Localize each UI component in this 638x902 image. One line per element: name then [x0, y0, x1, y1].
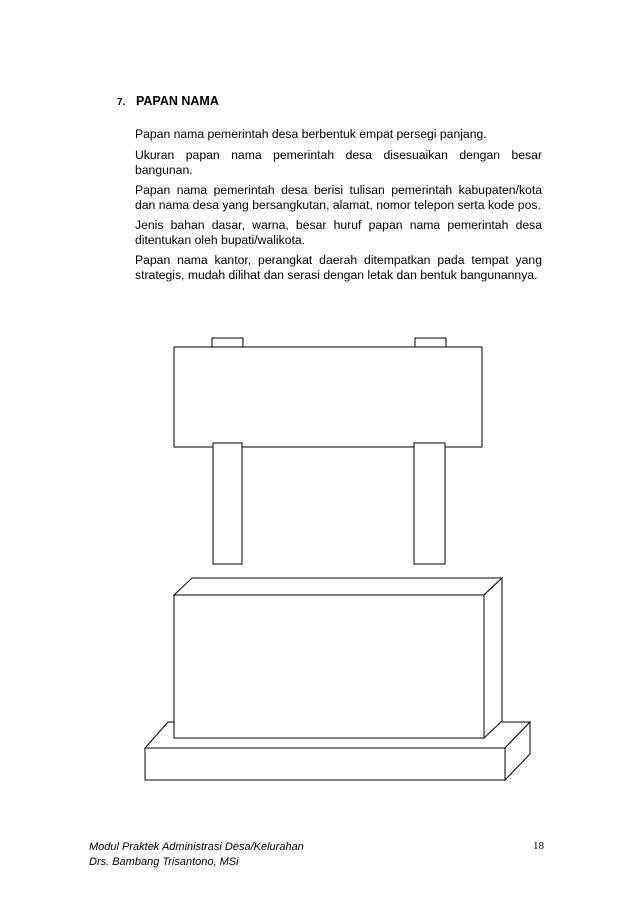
- section-number: 7.: [117, 97, 126, 108]
- base-front-face: [145, 748, 505, 780]
- paragraph-placement: Papan nama kantor, perangkat daerah ditempatkan pada tempat yang strategis, mudah dilihat dan serasi dengan letak dan bentuk bangunannya.: [135, 253, 542, 282]
- paragraph-content: Papan nama pemerintah desa berisi tulisan pemerintah kabupaten/kota dan nama desa yang bersangkutan, alamat, nomor telepon serta kode pos.: [135, 183, 542, 212]
- post-right: [414, 443, 445, 564]
- block-side-face: [484, 578, 502, 738]
- block-front-face: [174, 595, 484, 738]
- paragraph-material: Jenis bahan dasar, warna, besar huruf papan nama pemerintah desa ditentukan oleh bupati/walikota.: [135, 218, 542, 247]
- paragraph-size: Ukuran papan nama pemerintah desa disesuaikan dengan besar bangunan.: [135, 148, 542, 177]
- signboard-monument: [145, 578, 530, 780]
- paragraph-shape: Papan nama pemerintah desa berbentuk empat persegi panjang.: [135, 127, 487, 141]
- board-clip-right: [415, 338, 446, 347]
- footer: [89, 840, 304, 870]
- signboard-on-posts: [174, 338, 482, 564]
- board-clip-left: [212, 338, 243, 347]
- page-number: 18: [533, 840, 544, 852]
- footer-module-title: Modul Praktek Administrasi Desa/Kelurahan: [89, 841, 304, 853]
- board-panel: [174, 347, 482, 447]
- block-top-face: [174, 578, 502, 595]
- post-left: [213, 443, 242, 564]
- footer-author: Drs. Bambang Trisantono, MSi: [89, 856, 239, 868]
- section-title: PAPAN NAMA: [136, 94, 219, 108]
